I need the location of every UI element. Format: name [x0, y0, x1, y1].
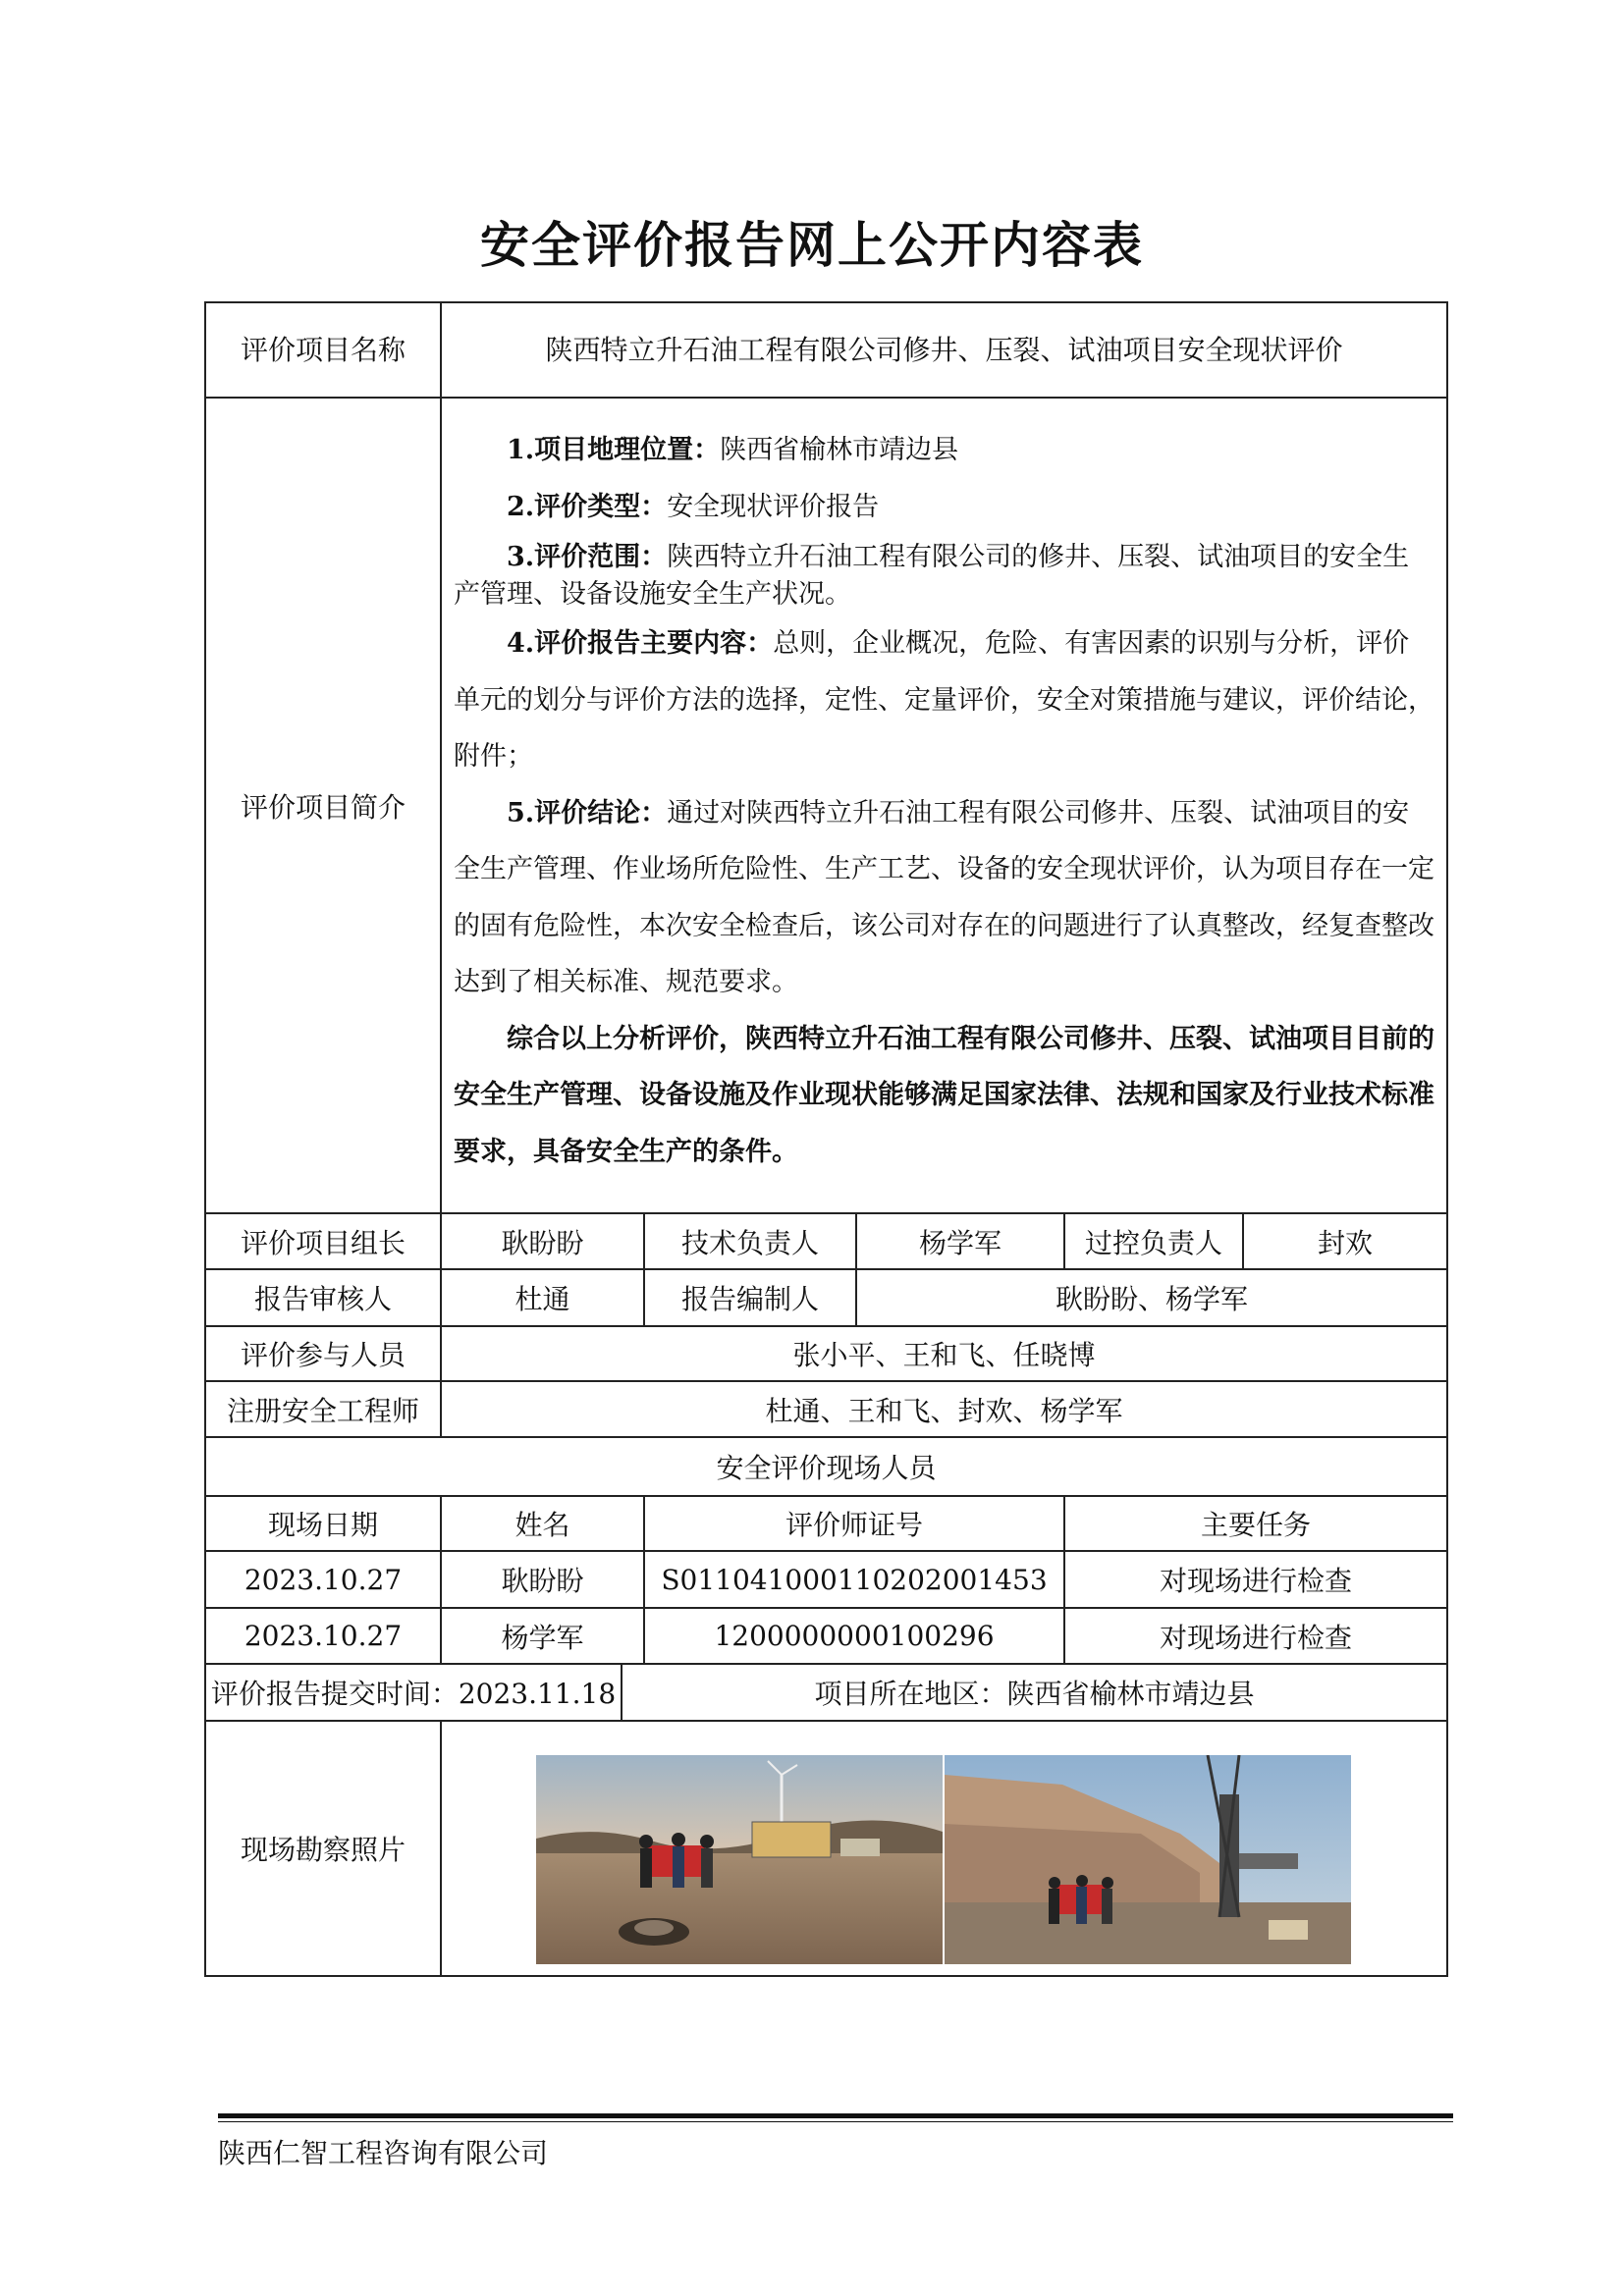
project-name-label: 评价项目名称 — [240, 334, 406, 366]
column-header-cert: 评价师证号 — [785, 1509, 923, 1541]
summary-item-text: 安全现状评价报告 — [667, 491, 880, 522]
summary-item — [454, 615, 1435, 785]
onsite-row-task: 对现场进行检查 — [1159, 1621, 1352, 1654]
onsite-heading: 安全评价现场人员 — [716, 1452, 937, 1484]
summary-item-text: 陕西省榆林市靖边县 — [720, 435, 959, 465]
summary-item-text: 陕西特立升石油工程有限公司的修井、压裂、试油项目的安全生产管理、设备设施安全生产状况。 — [454, 542, 1410, 610]
onsite-row-date: 2023.10.27 — [244, 1620, 403, 1652]
footer-rule — [218, 2113, 1453, 2118]
page-title: 安全评价报告网上公开内容表 — [480, 217, 1144, 274]
process-lead-value: 封欢 — [1317, 1226, 1373, 1259]
project-name-value: 陕西特立升石油工程有限公司修井、压裂、试油项目安全现状评价 — [545, 334, 1343, 366]
leader-label: 评价项目组长 — [240, 1226, 406, 1259]
onsite-row-name: 杨学军 — [501, 1621, 584, 1654]
editor-value: 耿盼盼、杨学军 — [1055, 1283, 1248, 1315]
participants-value: 张小平、王和飞、任晓博 — [792, 1339, 1096, 1371]
summary-item-text: 总则，企业概况，危险、有害因素的识别与分析，评价单元的划分与评价方法的选择，定性、定量评价，安全对策措施与建议，评价结论，附件； — [454, 628, 1435, 772]
engineers-value: 杜通、王和飞、封欢、杨学军 — [765, 1394, 1123, 1427]
process-lead-label: 过控负责人 — [1084, 1226, 1222, 1259]
reviewer-value: 杜通 — [514, 1283, 570, 1315]
onsite-row-name: 耿盼盼 — [501, 1565, 584, 1597]
participants-label: 评价参与人员 — [240, 1339, 406, 1371]
editor-label: 报告编制人 — [680, 1283, 819, 1315]
summary-item — [454, 479, 1435, 536]
summary-item-head: 5.评价结论： — [507, 797, 668, 828]
project-region: 项目所在地区：陕西省榆林市靖边县 — [814, 1678, 1255, 1710]
summary-content — [454, 422, 1435, 1180]
submission-time: 评价报告提交时间：2023.11.18 — [210, 1678, 617, 1710]
footer-rule-thin — [218, 2121, 1453, 2122]
column-header-date: 现场日期 — [267, 1509, 378, 1541]
tech-lead-value: 杨学军 — [918, 1226, 1001, 1259]
onsite-row-cert: 1200000000100296 — [714, 1620, 995, 1652]
summary-item-head: 2.评价类型： — [507, 491, 668, 522]
summary-item-head: 1.项目地理位置： — [507, 435, 721, 465]
column-header-task: 主要任务 — [1200, 1509, 1311, 1541]
engineers-label: 注册安全工程师 — [226, 1394, 419, 1427]
footer-company: 陕西仁智工程咨询有限公司 — [218, 2137, 549, 2169]
photos-label: 现场勘察照片 — [240, 1834, 406, 1866]
tech-lead-label: 技术负责人 — [680, 1226, 819, 1259]
site-photo-2 — [945, 1755, 1351, 1964]
leader-value: 耿盼盼 — [501, 1226, 584, 1259]
onsite-row-task: 对现场进行检查 — [1159, 1565, 1352, 1597]
summary-conclusion: 综合以上分析评价，陕西特立升石油工程有限公司修井、压裂、试油项目目前的安全生产管理、设备设施及作业现状能够满足国家法律、法规和国家及行业技术标准要求，具备安全生产的条件。 — [454, 1023, 1435, 1167]
onsite-row-cert: S011041000110202001453 — [661, 1563, 1048, 1596]
column-header-name: 姓名 — [514, 1509, 570, 1541]
summary-label: 评价项目简介 — [240, 790, 406, 824]
summary-item — [454, 785, 1435, 1011]
summary-item-text: 通过对陕西特立升石油工程有限公司修井、压裂、试油项目的安全生产管理、作业场所危险性、生产工艺、设备的安全现状评价，认为项目存在一定的固有危险性，本次安全检查后，该公司对存在的问题进行了认真整改，经复查整改达到了相关标准、规范要求。 — [454, 797, 1435, 997]
summary-item — [454, 422, 1435, 479]
summary-item-head: 4.评价报告主要内容： — [507, 628, 774, 659]
site-photo-1 — [536, 1755, 943, 1964]
reviewer-label: 报告审核人 — [253, 1283, 392, 1315]
summary-item — [454, 539, 1435, 614]
summary-item-head: 3.评价范围： — [507, 542, 668, 572]
onsite-row-date: 2023.10.27 — [244, 1563, 403, 1596]
